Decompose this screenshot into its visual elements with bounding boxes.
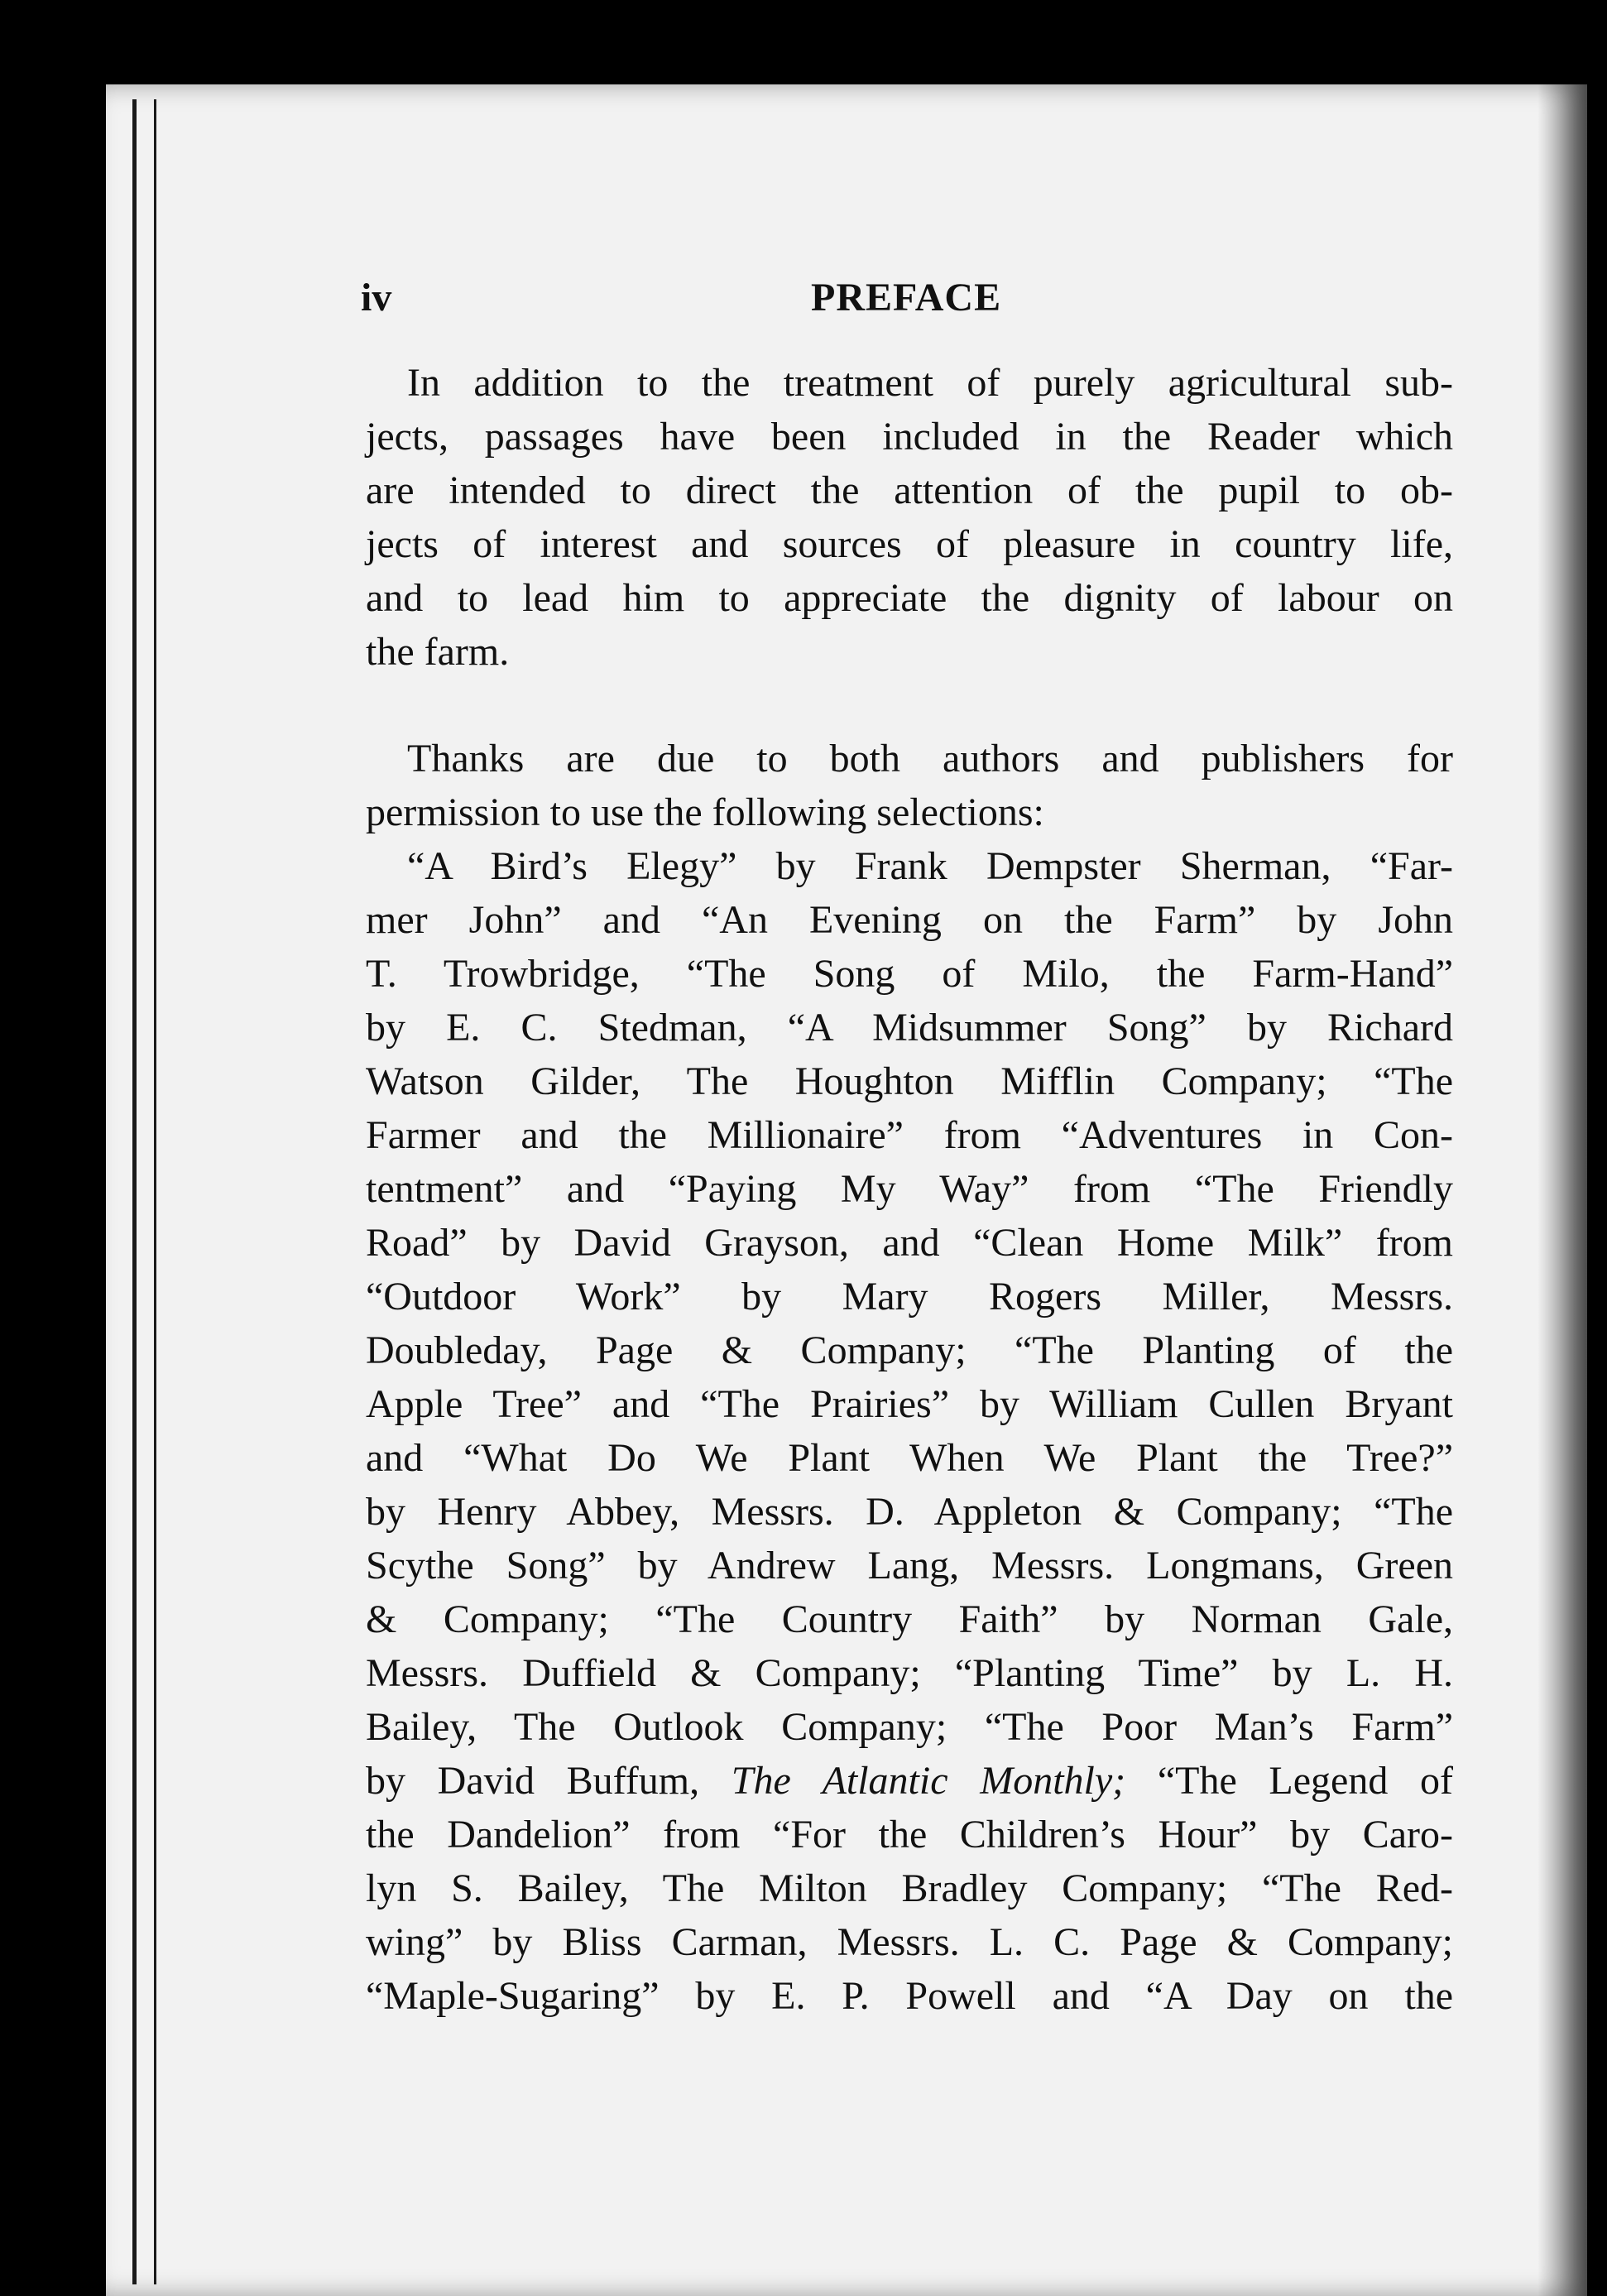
text-line: mer John” and “An Evening on the Farm” by John [366, 898, 1453, 942]
text-line: by Henry Abbey, Messrs. D. Appleton & Company; “The [366, 1490, 1453, 1534]
text-line: Road” by David Grayson, and “Clean Home Milk” from [366, 1221, 1453, 1265]
text-line: Bailey, The Outlook Company; “The Poor Man’s Farm” [366, 1705, 1453, 1749]
text-line: T. Trowbridge, “The Song of Milo, the Farm-Hand” [366, 952, 1453, 996]
text-line: jects, passages have been included in the Reader which [366, 415, 1453, 459]
text-line: & Company; “The Country Faith” by Norman Gale, [366, 1597, 1453, 1641]
paragraph-gap [366, 679, 1453, 732]
page-edge-line [154, 99, 156, 2284]
text-line: Doubleday, Page & Company; “The Planting of the [366, 1328, 1453, 1372]
paragraph [366, 839, 1453, 2023]
text-line: are intended to direct the attention of the pupil to ob- [366, 468, 1453, 512]
running-head: PREFACE [811, 276, 1002, 319]
body-text [366, 356, 1453, 2023]
text-line: “A Bird’s Elegy” by Frank Dempster Sherman, “Far- [407, 844, 1453, 888]
text-run: “The Legend of [1125, 1759, 1454, 1803]
text-line: Scythe Song” by Andrew Lang, Messrs. Longmans, Green [366, 1544, 1453, 1588]
text-line: Watson Gilder, The Houghton Mifflin Company; “The [366, 1059, 1453, 1103]
text-line: wing” by Bliss Carman, Messrs. L. C. Page & Company; [366, 1920, 1453, 1964]
text-line: Messrs. Duffield & Company; “Planting Time” by L. H. [366, 1651, 1453, 1695]
paragraph [366, 356, 1453, 679]
text-line: the Dandelion” from “For the Children’s Hour” by Caro- [366, 1813, 1453, 1856]
text-line: Farmer and the Millionaire” from “Adventures in Con- [366, 1113, 1453, 1157]
text-line: the farm. [366, 630, 510, 674]
page-edge-line [132, 99, 137, 2284]
page-number: iv [361, 276, 392, 319]
text-line: “Outdoor Work” by Mary Rogers Miller, Messrs. [366, 1275, 1453, 1319]
binding-shadow [1537, 84, 1587, 2296]
text-line: by E. C. Stedman, “A Midsummer Song” by Richard [366, 1006, 1453, 1050]
text-line: and “What Do We Plant When We Plant the Tree?” [366, 1436, 1453, 1480]
text-line: In addition to the treatment of purely agricultural sub- [407, 361, 1453, 405]
paragraph [366, 732, 1453, 839]
text-line: jects of interest and sources of pleаsure in country life, [366, 522, 1453, 566]
publication-title: The Atlantic Monthly; [731, 1759, 1126, 1803]
text-line: Apple Tree” and “The Prairies” by William Cullen Bryant [366, 1382, 1453, 1426]
text-line: tentment” and “Paying My Way” from “The Friendly [366, 1167, 1453, 1211]
text-line: lyn S. Bailey, The Milton Bradley Company; “The Red- [366, 1866, 1453, 1910]
page-header [361, 275, 1456, 324]
text-run: by David Buffum, [366, 1759, 732, 1803]
text-line-with-italic [366, 1754, 1453, 1808]
text-line: and to lead him to appreciate the dignity of labour on [366, 576, 1453, 620]
text-line: “Maple-Sugaring” by E. P. Powell and “A Day on the [366, 1974, 1453, 2018]
text-line: permission to use the following selections: [366, 790, 1044, 834]
text-line: Thanks are due to both authors and publishers for [407, 737, 1453, 781]
